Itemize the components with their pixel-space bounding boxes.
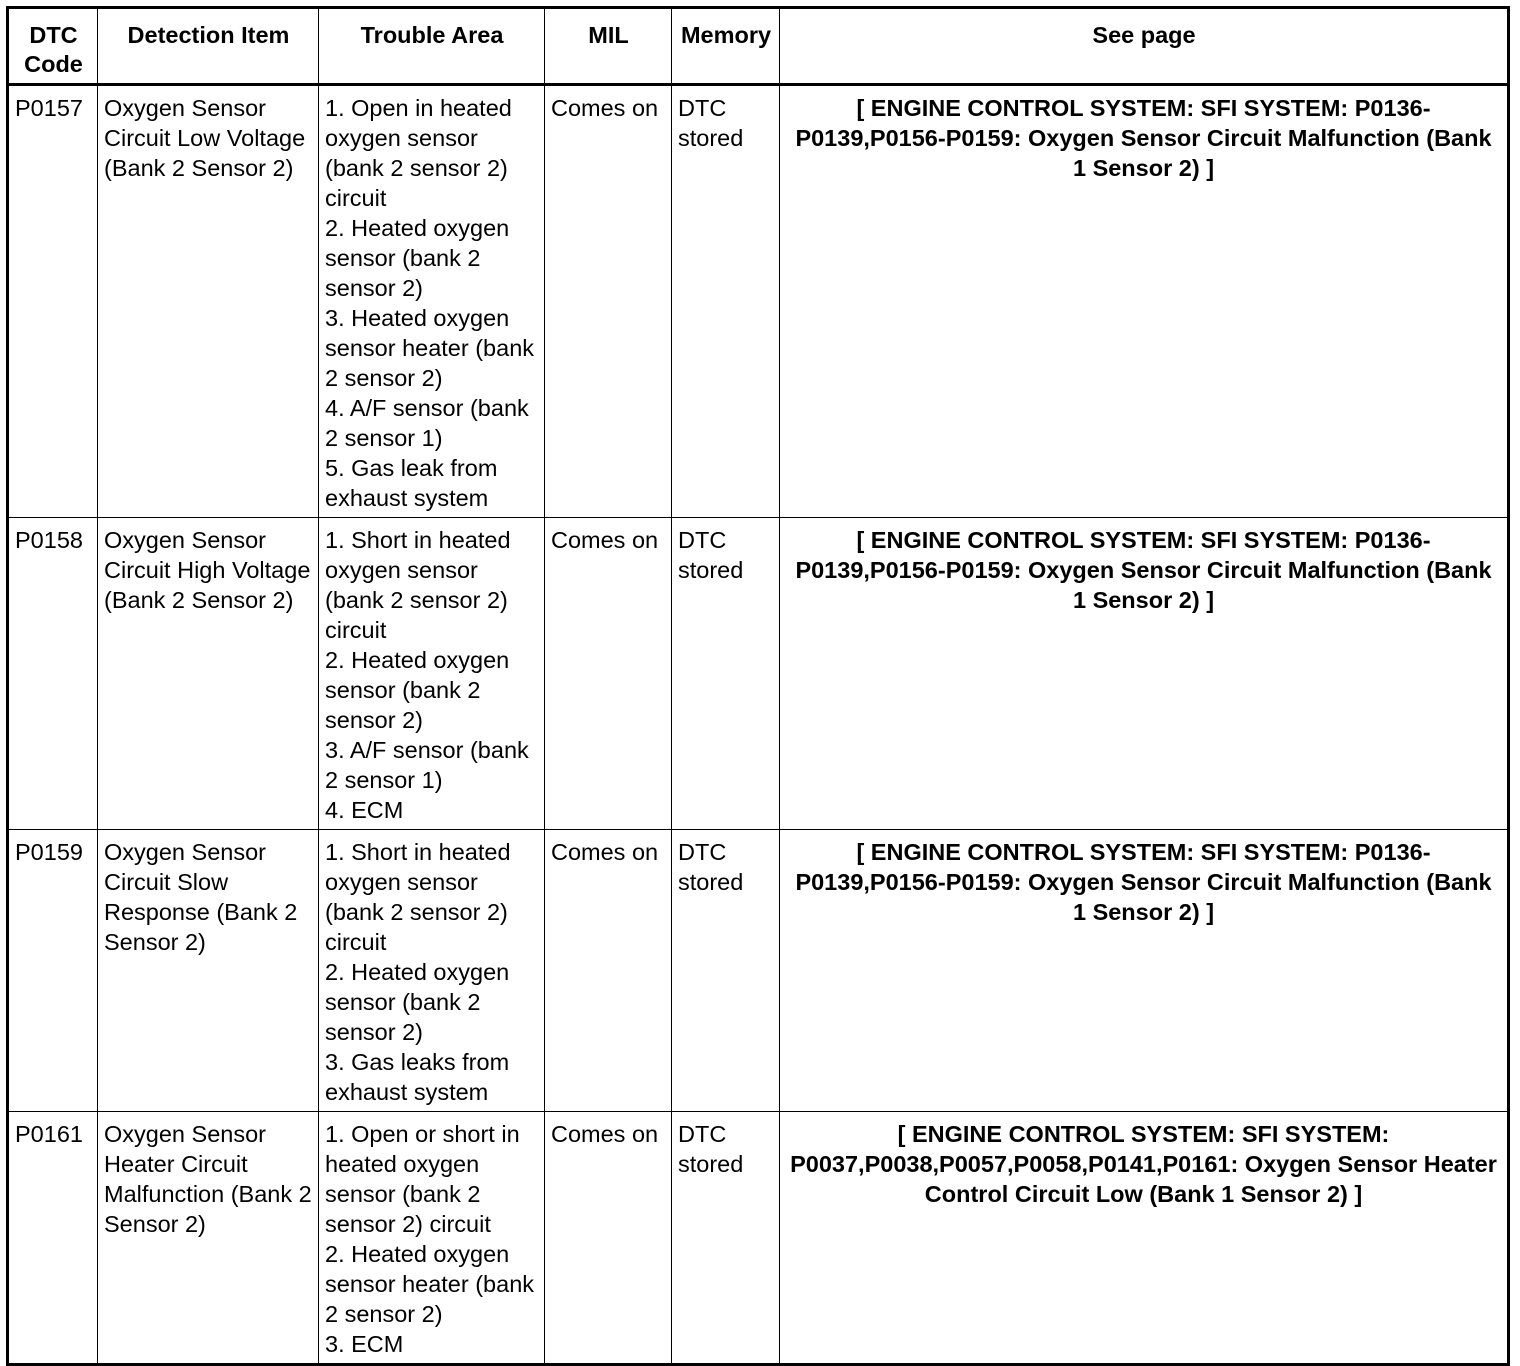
- see-page-link[interactable]: [ ENGINE CONTROL SYSTEM: SFI SYSTEM: P0136-P0139,P0156-P0159: Oxygen Sensor Circuit Malfunction (Bank 1 Sensor 2) ]: [780, 830, 1509, 1112]
- dtc-code-cell: P0157: [8, 85, 98, 518]
- memory-cell: DTC stored: [672, 830, 780, 1112]
- detection-item-cell: Oxygen Sensor Circuit Slow Response (Bank 2 Sensor 2): [98, 830, 319, 1112]
- table-row: [8, 85, 1509, 518]
- dtc-table: [6, 6, 1510, 1366]
- memory-cell: DTC stored: [672, 85, 780, 518]
- header-see-page: See page: [780, 8, 1509, 85]
- header-detection-item: Detection Item: [98, 8, 319, 85]
- mil-cell: Comes on: [545, 1112, 672, 1365]
- detection-item-cell: Oxygen Sensor Circuit High Voltage (Bank 2 Sensor 2): [98, 518, 319, 830]
- dtc-code-cell: P0161: [8, 1112, 98, 1365]
- see-page-link[interactable]: [ ENGINE CONTROL SYSTEM: SFI SYSTEM: P0037,P0038,P0057,P0058,P0141,P0161: Oxygen Sensor Heater Control Circuit Low (Bank 1 Sensor 2) ]: [780, 1112, 1509, 1365]
- dtc-code-cell: P0159: [8, 830, 98, 1112]
- header-dtc-code: DTC Code: [8, 8, 98, 85]
- mil-cell: Comes on: [545, 85, 672, 518]
- table-row: [8, 830, 1509, 1112]
- see-page-link[interactable]: [ ENGINE CONTROL SYSTEM: SFI SYSTEM: P0136-P0139,P0156-P0159: Oxygen Sensor Circuit Malfunction (Bank 1 Sensor 2) ]: [780, 85, 1509, 518]
- memory-cell: DTC stored: [672, 518, 780, 830]
- trouble-area-cell: 1. Short in heated oxygen sensor (bank 2 sensor 2) circuit 2. Heated oxygen sensor (bank 2 sensor 2) 3. A/F sensor (bank 2 sensor 1) 4. ECM: [319, 518, 545, 830]
- header-memory: Memory: [672, 8, 780, 85]
- mil-cell: Comes on: [545, 518, 672, 830]
- table-row: [8, 518, 1509, 830]
- header-trouble-area: Trouble Area: [319, 8, 545, 85]
- trouble-area-cell: 1. Short in heated oxygen sensor (bank 2 sensor 2) circuit 2. Heated oxygen sensor (bank 2 sensor 2) 3. Gas leaks from exhaust system: [319, 830, 545, 1112]
- mil-cell: Comes on: [545, 830, 672, 1112]
- dtc-code-cell: P0158: [8, 518, 98, 830]
- detection-item-cell: Oxygen Sensor Circuit Low Voltage (Bank 2 Sensor 2): [98, 85, 319, 518]
- table-header-row: [8, 8, 1509, 85]
- memory-cell: DTC stored: [672, 1112, 780, 1365]
- trouble-area-cell: 1. Open or short in heated oxygen sensor (bank 2 sensor 2) circuit 2. Heated oxygen sensor heater (bank 2 sensor 2) 3. ECM: [319, 1112, 545, 1365]
- header-mil: MIL: [545, 8, 672, 85]
- detection-item-cell: Oxygen Sensor Heater Circuit Malfunction (Bank 2 Sensor 2): [98, 1112, 319, 1365]
- trouble-area-cell: 1. Open in heated oxygen sensor (bank 2 sensor 2) circuit 2. Heated oxygen sensor (bank 2 sensor 2) 3. Heated oxygen sensor heater (bank 2 sensor 2) 4. A/F sensor (bank 2 sensor 1) 5. Gas leak from exhaust system: [319, 85, 545, 518]
- see-page-link[interactable]: [ ENGINE CONTROL SYSTEM: SFI SYSTEM: P0136-P0139,P0156-P0159: Oxygen Sensor Circuit Malfunction (Bank 1 Sensor 2) ]: [780, 518, 1509, 830]
- table-row: [8, 1112, 1509, 1365]
